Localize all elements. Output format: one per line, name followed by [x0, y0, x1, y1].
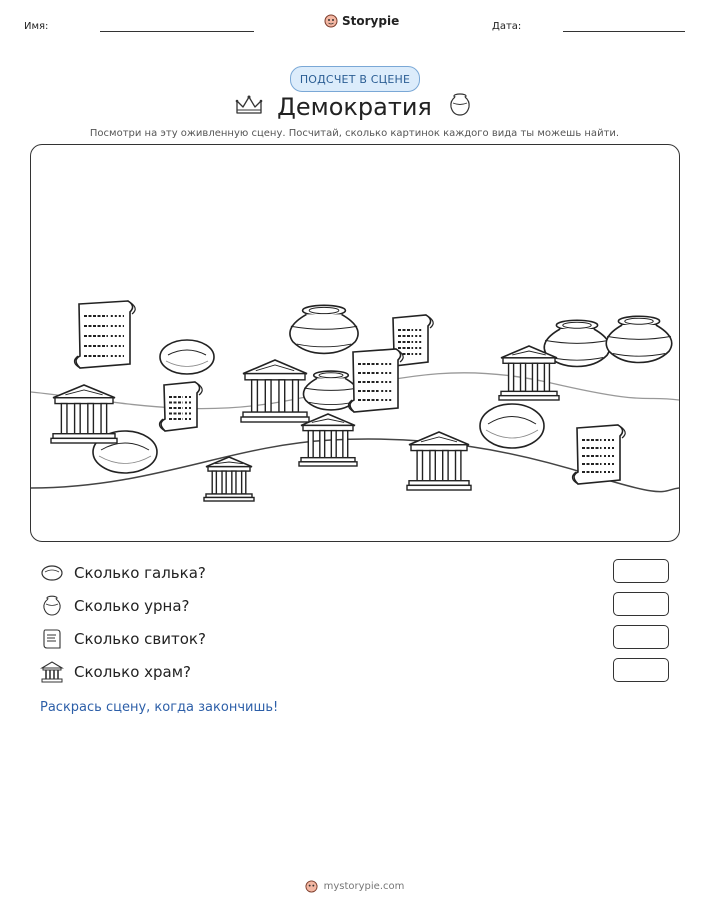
page-title: Демократия [277, 93, 432, 121]
brand-name: Storypie [342, 14, 400, 28]
answer-box-temple[interactable] [613, 658, 669, 682]
instructions: Посмотри на эту оживленную сцену. Посчитай, сколько картинок каждого вида ты можешь найти. [89, 128, 620, 139]
question-urn [40, 592, 190, 620]
question-text: Сколько урна? [74, 597, 190, 615]
storypie-logo-icon [324, 14, 338, 28]
footer [0, 880, 709, 893]
pebble-icon [40, 561, 64, 585]
closing-instruction: Раскрась сцену, когда закончишь! [40, 700, 279, 715]
urn-title-icon [446, 91, 474, 119]
urn-drawing [290, 305, 358, 353]
temple-drawing [204, 457, 254, 501]
answer-box-pebble[interactable] [613, 559, 669, 583]
question-text: Сколько галька? [74, 564, 206, 582]
question-scroll [40, 625, 206, 653]
question-text: Сколько свиток? [74, 630, 206, 648]
question-pebble [40, 559, 206, 587]
footer-logo-icon [305, 880, 318, 893]
temple-icon [40, 660, 64, 684]
footer-url: mystorypie.com [323, 881, 405, 892]
date-label: Дата: [492, 21, 522, 32]
counting-scene [30, 144, 680, 542]
question-text: Сколько храм? [74, 663, 192, 681]
temple-drawing [499, 346, 559, 400]
name-label: Имя: [24, 21, 49, 32]
answer-box-urn[interactable] [613, 592, 669, 616]
scroll-drawing [572, 425, 625, 484]
answer-box-scroll[interactable] [613, 625, 669, 649]
pebble-drawing [480, 404, 544, 448]
scroll-drawing [159, 382, 202, 431]
temple-drawing [51, 385, 117, 443]
question-temple [40, 658, 191, 686]
name-field-line[interactable] [100, 31, 254, 32]
activity-badge: ПОДСЧЕТ В СЦЕНЕ [290, 66, 420, 92]
temple-drawing [407, 432, 471, 490]
pebble-drawing [160, 340, 214, 374]
scene-illustration [31, 145, 679, 541]
scroll-drawing [74, 301, 135, 368]
urn-icon [40, 594, 64, 618]
date-field-line[interactable] [563, 31, 685, 32]
scroll-drawing [348, 349, 403, 412]
brand-logo [324, 14, 399, 28]
temple-drawing [241, 360, 309, 422]
scroll-icon [40, 627, 64, 651]
urn-drawing [606, 316, 672, 362]
